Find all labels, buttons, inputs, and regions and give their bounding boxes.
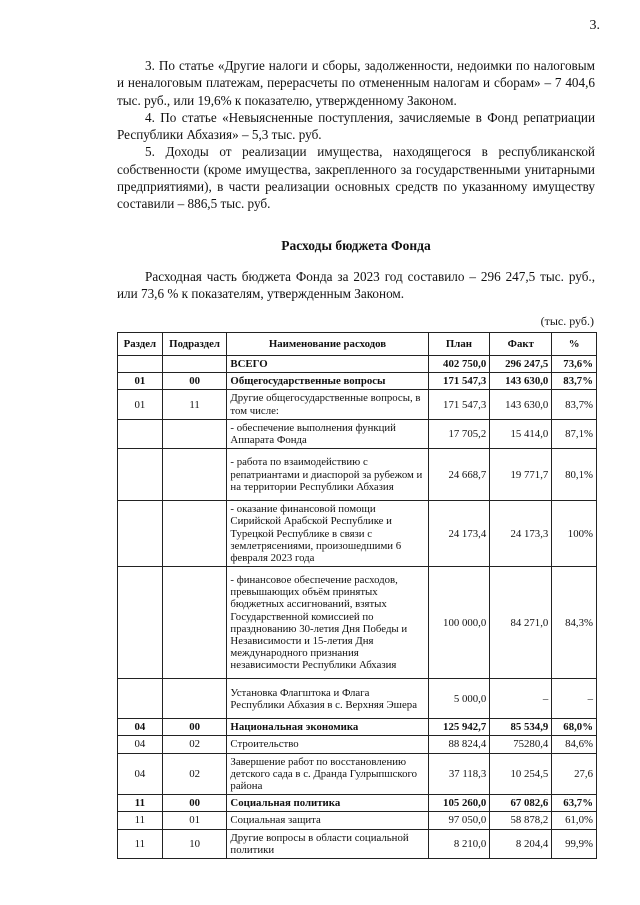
cell-fact: 15 414,0: [490, 419, 552, 448]
cell-plan: 402 750,0: [428, 356, 490, 373]
cell-name: Общегосударственные вопросы: [227, 373, 428, 390]
cell-name: - обеспечение выполнения функций Аппарата Фонда: [227, 419, 428, 448]
table-row: [118, 356, 597, 373]
cell-name: Другие общегосударственные вопросы, в том числе:: [227, 390, 428, 419]
units-label: (тыс. руб.): [540, 314, 594, 328]
cell-plan: 37 118,3: [428, 753, 490, 795]
cell-podrazdel: [162, 501, 227, 567]
cell-razdel: 11: [118, 829, 163, 858]
section-title: Расходы бюджета Фонда: [281, 238, 431, 253]
table-row: [118, 812, 597, 829]
cell-razdel: 04: [118, 719, 163, 736]
cell-razdel: [118, 449, 163, 501]
cell-fact: 19 771,7: [490, 449, 552, 501]
cell-percent: 68,0%: [552, 719, 597, 736]
cell-percent: –: [552, 679, 597, 719]
cell-podrazdel: 01: [162, 812, 227, 829]
cell-podrazdel: [162, 679, 227, 719]
cell-percent: 80,1%: [552, 449, 597, 501]
cell-plan: 100 000,0: [428, 567, 490, 679]
cell-podrazdel: [162, 419, 227, 448]
table-row: [118, 373, 597, 390]
cell-razdel: [118, 567, 163, 679]
cell-fact: 75280,4: [490, 736, 552, 753]
cell-fact: 85 534,9: [490, 719, 552, 736]
table-row: [118, 390, 597, 419]
cell-podrazdel: 11: [162, 390, 227, 419]
cell-percent: 73,6%: [552, 356, 597, 373]
cell-name: Завершение работ по восстановлению детского сада в с. Дранда Гулрыпшского района: [227, 753, 428, 795]
header-fact: Факт: [490, 333, 552, 356]
cell-razdel: 04: [118, 736, 163, 753]
cell-razdel: 01: [118, 390, 163, 419]
cell-fact: 8 204,4: [490, 829, 552, 858]
cell-razdel: 11: [118, 812, 163, 829]
table-row: [118, 753, 597, 795]
table-row: [118, 419, 597, 448]
header-name: Наименование расходов: [227, 333, 428, 356]
cell-razdel: [118, 419, 163, 448]
table-row: [118, 736, 597, 753]
cell-name: ВСЕГО: [227, 356, 428, 373]
table-body: [118, 356, 597, 859]
cell-percent: 61,0%: [552, 812, 597, 829]
cell-percent: 83,7%: [552, 390, 597, 419]
cell-plan: 8 210,0: [428, 829, 490, 858]
cell-name: Строительство: [227, 736, 428, 753]
cell-razdel: [118, 501, 163, 567]
intro-paragraph: Расходная часть бюджета Фонда за 2023 год составило – 296 247,5 тыс. руб., или 73,6 % к показателям, утвержденным Законом.: [117, 269, 595, 302]
cell-fact: 84 271,0: [490, 567, 552, 679]
cell-plan: 24 173,4: [428, 501, 490, 567]
body-text: [117, 57, 595, 213]
table-row: [118, 829, 597, 858]
cell-podrazdel: 00: [162, 719, 227, 736]
cell-plan: 125 942,7: [428, 719, 490, 736]
cell-percent: 99,9%: [552, 829, 597, 858]
cell-podrazdel: 00: [162, 373, 227, 390]
table-row: [118, 449, 597, 501]
cell-percent: 27,6: [552, 753, 597, 795]
cell-razdel: 04: [118, 753, 163, 795]
cell-fact: 24 173,3: [490, 501, 552, 567]
cell-podrazdel: [162, 567, 227, 679]
cell-percent: 84,3%: [552, 567, 597, 679]
cell-percent: 83,7%: [552, 373, 597, 390]
cell-razdel: [118, 679, 163, 719]
header-podrazdel: Подраздел: [162, 333, 227, 356]
table-row: [118, 679, 597, 719]
cell-name: - финансовое обеспечение расходов, превышающих объём принятых бюджетных ассигнований, взятых Государственной комиссией по празднованию 30-летия Дня Победы и Независимости и 15-летия Дня международного признания независимости Республики Абхазия: [227, 567, 428, 679]
cell-plan: 88 824,4: [428, 736, 490, 753]
cell-plan: 171 547,3: [428, 390, 490, 419]
paragraph: 4. По статье «Невыясненные поступления, зачисляемые в Фонд репатриации Республики Абхазия» – 5,3 тыс. руб.: [117, 109, 595, 143]
cell-name: Другие вопросы в области социальной политики: [227, 829, 428, 858]
cell-percent: 84,6%: [552, 736, 597, 753]
table-row: [118, 567, 597, 679]
cell-fact: 10 254,5: [490, 753, 552, 795]
header-plan: План: [428, 333, 490, 356]
header-razdel: Раздел: [118, 333, 163, 356]
cell-fact: –: [490, 679, 552, 719]
cell-name: Социальная защита: [227, 812, 428, 829]
table-row: [118, 501, 597, 567]
cell-name: - работа по взаимодействию с репатриантами и диаспорой за рубежом и на территории Республики Абхазия: [227, 449, 428, 501]
cell-name: - оказание финансовой помощи Сирийской Арабской Республике и Турецкой Республике в связи с землетрясениями, произошедшими 6 февраля 2023 года: [227, 501, 428, 567]
cell-podrazdel: 02: [162, 736, 227, 753]
cell-razdel: 01: [118, 373, 163, 390]
header-percent: %: [552, 333, 597, 356]
cell-podrazdel: 00: [162, 795, 227, 812]
cell-fact: 143 630,0: [490, 373, 552, 390]
cell-percent: 63,7%: [552, 795, 597, 812]
budget-table: [117, 332, 597, 859]
table-row: [118, 719, 597, 736]
cell-plan: 24 668,7: [428, 449, 490, 501]
cell-razdel: [118, 356, 163, 373]
table-row: [118, 795, 597, 812]
cell-plan: 5 000,0: [428, 679, 490, 719]
page-number: 3.: [589, 18, 600, 33]
cell-podrazdel: 02: [162, 753, 227, 795]
cell-fact: 67 082,6: [490, 795, 552, 812]
cell-plan: 171 547,3: [428, 373, 490, 390]
paragraph: 3. По статье «Другие налоги и сборы, задолженности, недоимки по налоговым и неналоговым платежам, перерасчеты по отмененным налогам и сборам» – 7 404,6 тыс. руб., или 19,6% к показателю, утвержденному Законом.: [117, 58, 595, 108]
cell-podrazdel: [162, 356, 227, 373]
cell-plan: 105 260,0: [428, 795, 490, 812]
cell-name: Установка Флагштока и Флага Республики Абхазия в с. Верхняя Эшера: [227, 679, 428, 719]
cell-podrazdel: [162, 449, 227, 501]
cell-fact: 296 247,5: [490, 356, 552, 373]
cell-percent: 87,1%: [552, 419, 597, 448]
cell-plan: 97 050,0: [428, 812, 490, 829]
cell-name: Социальная политика: [227, 795, 428, 812]
table-header-row: [118, 333, 597, 356]
cell-podrazdel: 10: [162, 829, 227, 858]
cell-percent: 100%: [552, 501, 597, 567]
cell-plan: 17 705,2: [428, 419, 490, 448]
cell-fact: 58 878,2: [490, 812, 552, 829]
cell-name: Национальная экономика: [227, 719, 428, 736]
cell-razdel: 11: [118, 795, 163, 812]
cell-fact: 143 630,0: [490, 390, 552, 419]
paragraph: 5. Доходы от реализации имущества, находящегося в республиканской собственности (кроме имущества, закрепленного за государственными унитарными предприятиями), в части реализации основных средств по указанному имуществу составили – 886,5 тыс. руб.: [117, 144, 595, 212]
